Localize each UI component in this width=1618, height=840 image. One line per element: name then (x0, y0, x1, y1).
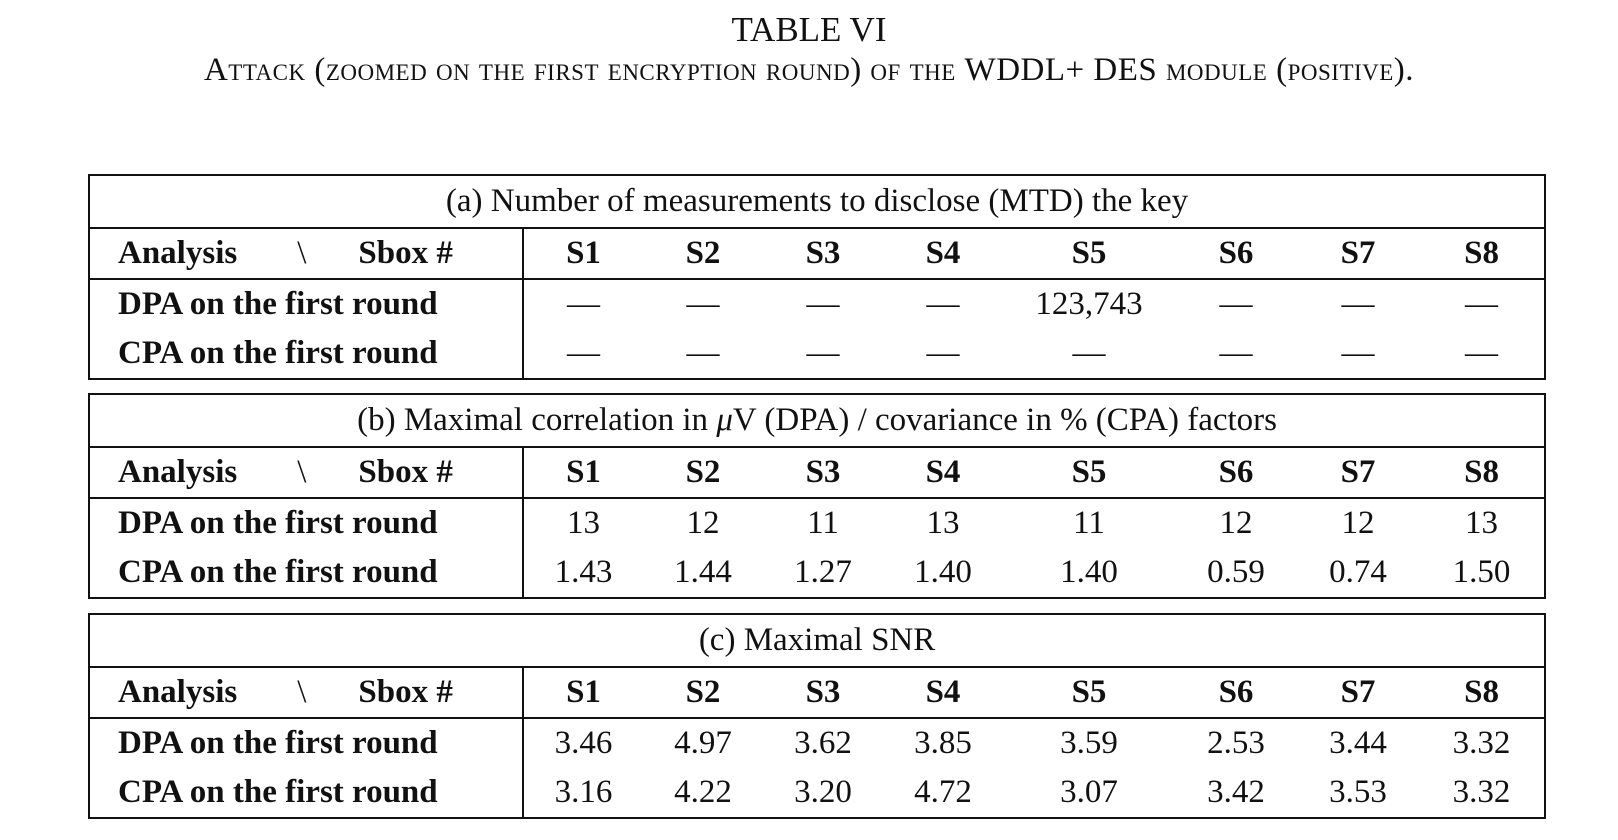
cell: 3.46 (554, 725, 613, 761)
header-cell (89, 447, 523, 498)
cell: — (567, 335, 600, 371)
table-row (89, 498, 1545, 548)
table-b (88, 393, 1544, 599)
cell: 12 (686, 505, 720, 541)
table-b-title-mu: μ (716, 402, 733, 438)
header-analysis: Analysis (118, 235, 238, 271)
header-separator: \ (297, 454, 307, 490)
header-s8: S8 (1419, 447, 1545, 498)
cell: 13 (926, 505, 960, 541)
header-s4: S4 (883, 228, 1003, 279)
cell: 3.53 (1329, 774, 1387, 810)
row-label: CPA on the first round (89, 329, 523, 379)
cell: — (567, 286, 600, 322)
row-label: DPA on the first round (89, 279, 523, 329)
cell: 4.72 (914, 774, 972, 810)
table-c-header-row (89, 667, 1545, 718)
cell: — (806, 286, 840, 322)
cell: 12 (1219, 505, 1253, 541)
cell: — (926, 286, 960, 322)
cell: 3.32 (1452, 774, 1511, 810)
row-label: CPA on the first round (89, 768, 523, 818)
table-row (89, 279, 1545, 329)
row-label: DPA on the first round (89, 718, 523, 768)
cell: — (1219, 286, 1253, 322)
cell: 0.74 (1329, 554, 1387, 590)
header-s8: S8 (1419, 667, 1545, 718)
cell: 3.59 (1060, 725, 1118, 761)
cell: 12 (1341, 505, 1375, 541)
cell: 13 (1465, 505, 1499, 541)
cell: 1.44 (674, 554, 732, 590)
cell: — (1072, 335, 1106, 371)
cell: 1.50 (1452, 554, 1511, 590)
table-row (89, 718, 1545, 768)
table-c-title: (c) Maximal SNR (89, 614, 1545, 667)
header-s3: S3 (763, 667, 883, 718)
table-b-title-pre: (b) Maximal correlation in (357, 402, 717, 438)
header-s7: S7 (1297, 447, 1419, 498)
cell: 4.22 (674, 774, 732, 810)
cell: 0.59 (1207, 554, 1265, 590)
header-s6: S6 (1175, 667, 1297, 718)
table-row (89, 329, 1545, 379)
cell: — (926, 335, 960, 371)
cell: 1.27 (794, 554, 852, 590)
header-s2: S2 (643, 667, 763, 718)
cell: 3.62 (794, 725, 852, 761)
cell: 11 (1073, 505, 1105, 541)
table-b-header-row (89, 447, 1545, 498)
cell: 3.44 (1329, 725, 1387, 761)
header-s3: S3 (763, 228, 883, 279)
cell: — (1219, 335, 1253, 371)
cell: 13 (567, 505, 600, 541)
header-s1: S1 (523, 228, 643, 279)
table-a-title: (a) Number of measurements to disclose (MTD) the key (89, 175, 1545, 228)
header-analysis: Analysis (118, 674, 238, 710)
cell: 4.97 (674, 725, 732, 761)
cell: 3.32 (1452, 725, 1511, 761)
header-s2: S2 (643, 228, 763, 279)
cell: — (686, 286, 720, 322)
cell: — (1465, 286, 1499, 322)
caption-part-b: WDDL+ DES (964, 52, 1158, 88)
cell: 3.07 (1060, 774, 1118, 810)
table-a-header-row (89, 228, 1545, 279)
cell: 3.85 (914, 725, 972, 761)
header-separator: \ (297, 674, 307, 710)
table-b-title (89, 394, 1545, 447)
cell: 3.42 (1207, 774, 1265, 810)
header-sbox: Sbox # (358, 674, 453, 710)
header-s4: S4 (883, 447, 1003, 498)
header-cell (89, 667, 523, 718)
caption-part-c: module (positive). (1157, 52, 1415, 88)
header-s4: S4 (883, 667, 1003, 718)
header-s1: S1 (523, 447, 643, 498)
table-c (88, 613, 1544, 819)
table-row (89, 548, 1545, 598)
header-s6: S6 (1175, 228, 1297, 279)
header-s5: S5 (1003, 447, 1175, 498)
header-s8: S8 (1419, 228, 1545, 279)
cell: 1.40 (1060, 554, 1118, 590)
header-sbox: Sbox # (358, 454, 453, 490)
cell: — (1341, 286, 1375, 322)
cell: 2.53 (1207, 725, 1265, 761)
header-separator: \ (297, 235, 307, 271)
header-sbox: Sbox # (358, 235, 453, 271)
cell: — (1341, 335, 1375, 371)
header-s7: S7 (1297, 228, 1419, 279)
header-cell (89, 228, 523, 279)
cell: 1.43 (554, 554, 613, 590)
header-s7: S7 (1297, 667, 1419, 718)
table-b-title-post: V (DPA) / covariance in % (CPA) factors (732, 402, 1277, 438)
table-caption (0, 54, 1618, 87)
header-s5: S5 (1003, 228, 1175, 279)
cell: 3.20 (794, 774, 852, 810)
cell: 3.16 (554, 774, 613, 810)
header-analysis: Analysis (118, 454, 238, 490)
cell: 123,743 (1035, 286, 1143, 322)
cell: 1.40 (914, 554, 972, 590)
header-s2: S2 (643, 447, 763, 498)
header-s5: S5 (1003, 667, 1175, 718)
table-number: TABLE VI (731, 10, 887, 49)
header-s3: S3 (763, 447, 883, 498)
row-label: CPA on the first round (89, 548, 523, 598)
header-s1: S1 (523, 667, 643, 718)
row-label: DPA on the first round (89, 498, 523, 548)
table-row (89, 768, 1545, 818)
cell: — (806, 335, 840, 371)
cell: 11 (807, 505, 839, 541)
header-s6: S6 (1175, 447, 1297, 498)
cell: — (686, 335, 720, 371)
table-a (88, 174, 1544, 380)
cell: — (1465, 335, 1499, 371)
caption-part-a: Attack (zoomed on the first encryption round) of the (203, 52, 965, 88)
